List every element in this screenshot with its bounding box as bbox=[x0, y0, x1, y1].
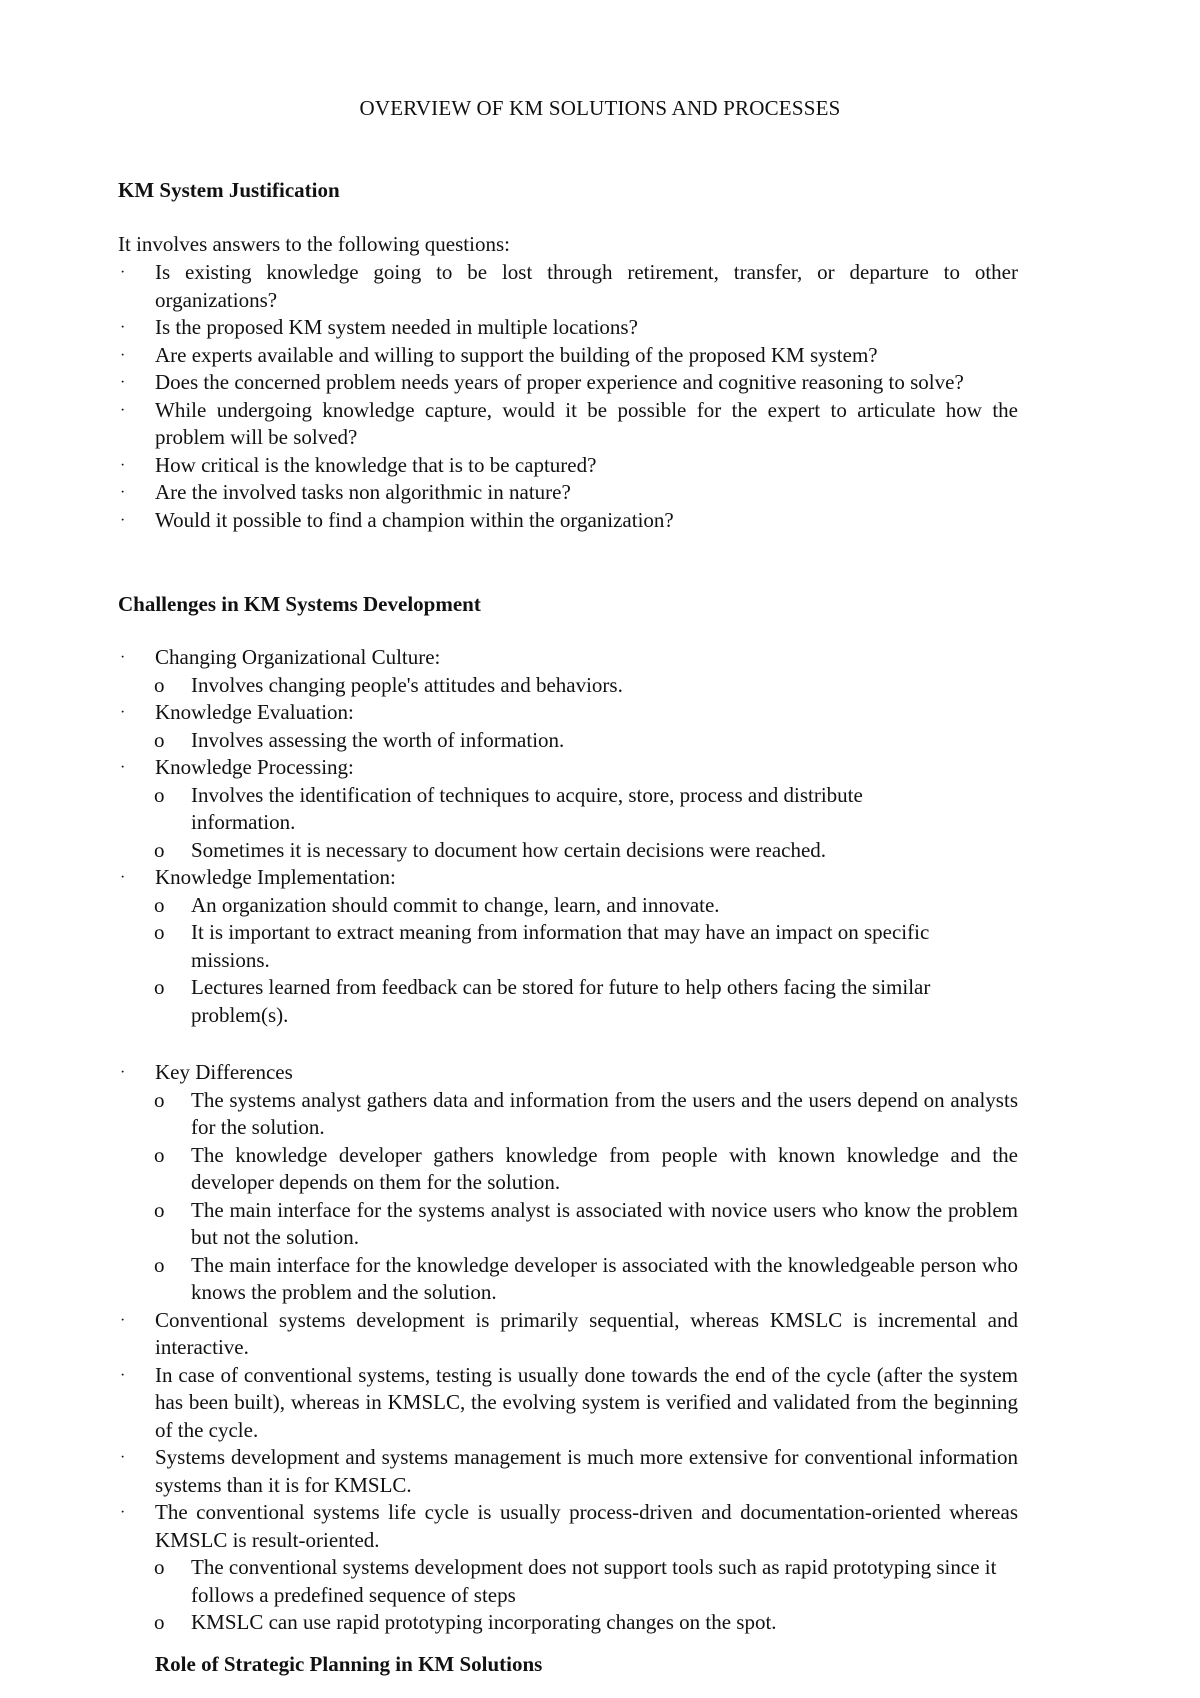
page-title: OVERVIEW OF KM SOLUTIONS AND PROCESSES bbox=[359, 96, 841, 120]
list-item bbox=[118, 1059, 1018, 1087]
sub-list-item bbox=[118, 727, 1018, 755]
bullet-marker: · bbox=[120, 511, 126, 529]
list-item bbox=[118, 699, 1018, 727]
list-item bbox=[118, 507, 1018, 535]
sub-bullet-marker: o bbox=[154, 1555, 165, 1579]
sub-list-item-text: Sometimes it is necessary to document how certain decisions were reached. bbox=[191, 837, 827, 862]
sub-list-item-text: Involves the identification of techniques to acquire, store, process and distribute information. bbox=[191, 782, 863, 834]
sub-list-item bbox=[118, 1142, 1018, 1197]
bullet-marker: · bbox=[120, 374, 126, 391]
sub-list-item-text: The conventional systems development does not support tools such as rapid prototyping since it follows a predefined sequence of steps bbox=[191, 1555, 997, 1607]
list-item bbox=[118, 452, 1018, 480]
list-item bbox=[118, 1362, 1018, 1445]
justification-questions-list bbox=[118, 259, 1018, 534]
differences-list bbox=[118, 1059, 1018, 1637]
list-item bbox=[118, 644, 1018, 672]
list-item bbox=[118, 397, 1018, 452]
sub-bullet-marker: o bbox=[154, 1252, 165, 1277]
list-item-text: Key Differences bbox=[155, 1060, 293, 1084]
bullet-marker: · bbox=[120, 1504, 126, 1521]
list-item bbox=[118, 314, 1018, 342]
section-intro: It involves answers to the following questions: bbox=[118, 232, 510, 256]
list-item-text: Knowledge Evaluation: bbox=[155, 700, 354, 724]
sub-list-item-text: Involves assessing the worth of information. bbox=[191, 727, 565, 752]
list-item bbox=[118, 342, 1018, 370]
sub-list-item-text: KMSLC can use rapid prototyping incorporating changes on the spot. bbox=[191, 1610, 777, 1634]
bullet-marker: · bbox=[120, 484, 126, 501]
sub-list-item bbox=[118, 892, 1018, 920]
sub-list-item-text: An organization should commit to change, learn, and innovate. bbox=[191, 892, 720, 917]
sub-list-item bbox=[118, 1197, 1018, 1252]
bullet-marker: · bbox=[120, 346, 126, 364]
sub-list-item bbox=[118, 1554, 1018, 1609]
bullet-marker: · bbox=[120, 401, 126, 419]
list-item bbox=[118, 259, 1018, 314]
list-item-text: How critical is the knowledge that is to be captured? bbox=[155, 452, 597, 477]
bullet-marker: · bbox=[120, 759, 126, 776]
sub-bullet-marker: o bbox=[154, 782, 165, 807]
sub-bullet-marker: o bbox=[154, 727, 165, 752]
sub-list-item bbox=[118, 974, 1018, 1029]
sub-bullet-marker: o bbox=[154, 672, 165, 697]
sub-list-item bbox=[118, 672, 1018, 700]
list-item-text: Changing Organizational Culture: bbox=[155, 645, 441, 669]
section-heading-challenges: Challenges in KM Systems Development bbox=[118, 592, 481, 616]
bullet-marker: · bbox=[120, 1449, 126, 1466]
sub-list-item-text: Lectures learned from feedback can be stored for future to help others facing the similar problem(s). bbox=[191, 975, 931, 1027]
sub-bullet-marker: o bbox=[154, 1142, 165, 1167]
sub-bullet-marker: o bbox=[154, 837, 165, 862]
list-item bbox=[118, 1499, 1018, 1554]
bullet-marker: · bbox=[120, 704, 126, 721]
list-item-text: Is existing knowledge going to be lost through retirement, transfer, or departure to other organizations? bbox=[155, 260, 1018, 312]
list-item bbox=[118, 754, 1018, 782]
sub-bullet-marker: o bbox=[154, 920, 165, 944]
section-heading-strategic-planning: Role of Strategic Planning in KM Solutions bbox=[155, 1652, 543, 1676]
sub-list-item bbox=[118, 1609, 1018, 1637]
list-item bbox=[118, 864, 1018, 892]
bullet-marker: · bbox=[120, 264, 126, 281]
sub-list-item bbox=[118, 1087, 1018, 1142]
list-item-text: While undergoing knowledge capture, would it be possible for the expert to articulate how the problem will be solved? bbox=[155, 397, 1018, 449]
sub-bullet-marker: o bbox=[154, 1610, 165, 1634]
list-item-text: Is the proposed KM system needed in multiple locations? bbox=[155, 315, 638, 339]
sub-list-item-text: It is important to extract meaning from information that may have an impact on specific missions. bbox=[191, 920, 930, 972]
sub-list-item-text: The main interface for the systems analyst is associated with novice users who know the problem but not the solution. bbox=[191, 1197, 1018, 1249]
list-item bbox=[118, 1444, 1018, 1499]
sub-list-item bbox=[118, 1252, 1018, 1307]
list-item-text: Knowledge Implementation: bbox=[155, 865, 396, 889]
bullet-marker: · bbox=[120, 456, 126, 474]
sub-bullet-marker: o bbox=[154, 892, 165, 917]
list-item-text: Systems development and systems management is much more extensive for conventional information systems than it is for KMSLC. bbox=[155, 1445, 1018, 1497]
bullet-marker: · bbox=[120, 1064, 126, 1081]
bullet-marker: · bbox=[120, 1311, 126, 1329]
section-heading-km-justification: KM System Justification bbox=[118, 178, 340, 202]
list-item-text: Would it possible to find a champion within the organization? bbox=[155, 507, 674, 532]
sub-list-item bbox=[118, 919, 1018, 974]
bullet-marker: · bbox=[120, 649, 126, 666]
list-item-text: Are experts available and willing to support the building of the proposed KM system? bbox=[155, 342, 878, 367]
list-item-text: Does the concerned problem needs years of proper experience and cognitive reasoning to solve? bbox=[155, 370, 964, 394]
bullet-marker: · bbox=[120, 869, 126, 886]
sub-bullet-marker: o bbox=[154, 1087, 165, 1112]
bullet-marker: · bbox=[120, 1366, 126, 1384]
sub-list-item-text: The main interface for the knowledge developer is associated with the knowledgeable person who knows the problem and the solution. bbox=[191, 1252, 1018, 1304]
list-item-text: Conventional systems development is primarily sequential, whereas KMSLC is incremental and interactive. bbox=[155, 1307, 1018, 1359]
list-item bbox=[118, 1307, 1018, 1362]
sub-list-item-text: The systems analyst gathers data and information from the users and the users depend on analysts for the solution. bbox=[191, 1087, 1018, 1139]
sub-list-item bbox=[118, 782, 1018, 837]
sub-list-item-text: Involves changing people's attitudes and behaviors. bbox=[191, 672, 623, 697]
sub-list-item bbox=[118, 837, 1018, 865]
list-item-text: The conventional systems life cycle is usually process-driven and documentation-oriented whereas KMSLC is result-oriented. bbox=[155, 1500, 1018, 1552]
list-item-text: Knowledge Processing: bbox=[155, 755, 354, 779]
bullet-marker: · bbox=[120, 319, 126, 336]
sub-bullet-marker: o bbox=[154, 1197, 165, 1222]
list-item-text: In case of conventional systems, testing is usually done towards the end of the cycle (after the system has been built), whereas in KMSLC, the evolving system is verified and validated from the beginning of the cycle. bbox=[155, 1362, 1018, 1442]
sub-list-item-text: The knowledge developer gathers knowledge from people with known knowledge and the developer depends on them for the solution. bbox=[191, 1142, 1018, 1194]
list-item bbox=[118, 369, 1018, 397]
sub-bullet-marker: o bbox=[154, 975, 165, 999]
challenges-list bbox=[118, 644, 1018, 1029]
list-item-text: Are the involved tasks non algorithmic in nature? bbox=[155, 480, 571, 504]
list-item bbox=[118, 479, 1018, 507]
